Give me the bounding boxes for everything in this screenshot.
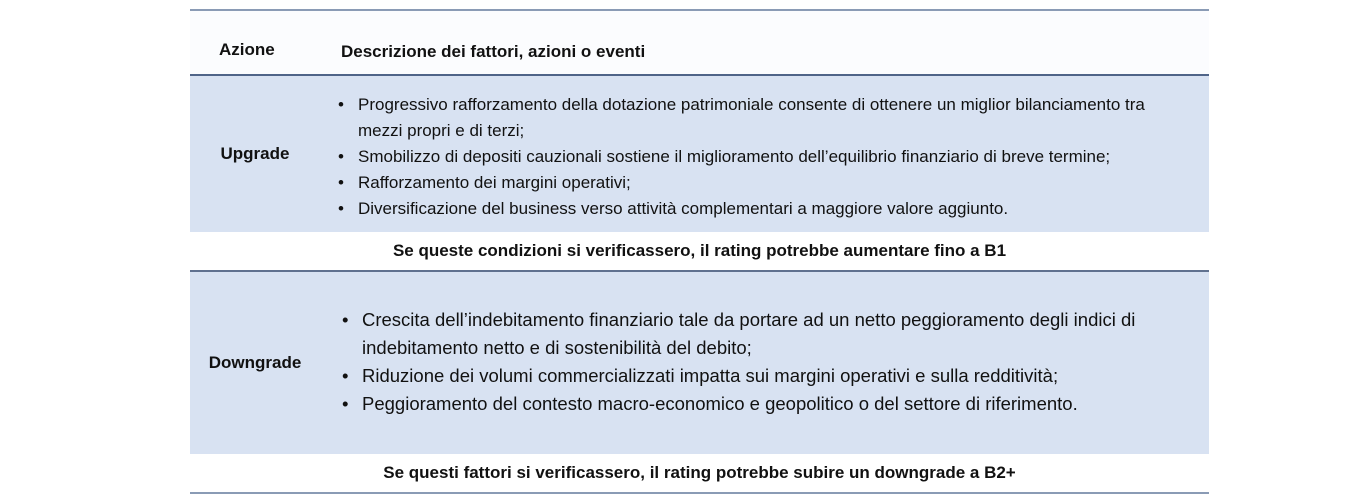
upgrade-factors-list bbox=[338, 92, 1188, 222]
list-item: • Rafforzamento dei margini operativi; bbox=[338, 170, 1188, 196]
header-action: Azione bbox=[219, 40, 275, 59]
downgrade-condition: Se questi fattori si verificassero, il rating potrebbe subire un downgrade a B2+ bbox=[190, 454, 1209, 492]
list-item: • Peggioramento del contesto macro-economico e geopolitico o del settore di riferimento. bbox=[342, 390, 1192, 418]
table-bottom-rule bbox=[190, 492, 1209, 494]
list-item: • Smobilizzo di depositi cauzionali sostiene il miglioramento dell’equilibrio finanziario di breve termine; bbox=[338, 144, 1188, 170]
rating-factors-table bbox=[190, 9, 1209, 494]
list-item: • Progressivo rafforzamento della dotazione patrimoniale consente di ottenere un miglior bilanciamento tra mezzi propri e di terzi; bbox=[338, 92, 1188, 144]
downgrade-factors-list bbox=[342, 306, 1192, 418]
upgrade-condition: Se queste condizioni si verificassero, il rating potrebbe aumentare fino a B1 bbox=[190, 232, 1209, 270]
list-item: • Crescita dell’indebitamento finanziario tale da portare ad un netto peggioramento degli indici di indebitamento netto e di sostenibilità del debito; bbox=[342, 306, 1192, 362]
upgrade-section bbox=[190, 76, 1209, 232]
list-item: • Diversificazione del business verso attività complementari a maggiore valore aggiunto. bbox=[338, 196, 1188, 222]
table-header bbox=[190, 11, 1209, 74]
downgrade-section bbox=[190, 272, 1209, 454]
downgrade-label: Downgrade bbox=[208, 353, 302, 372]
upgrade-label: Upgrade bbox=[220, 144, 290, 163]
list-item: • Riduzione dei volumi commercializzati impatta sui margini operativi e sulla redditività; bbox=[342, 362, 1192, 390]
header-description: Descrizione dei fattori, azioni o eventi bbox=[341, 42, 646, 61]
